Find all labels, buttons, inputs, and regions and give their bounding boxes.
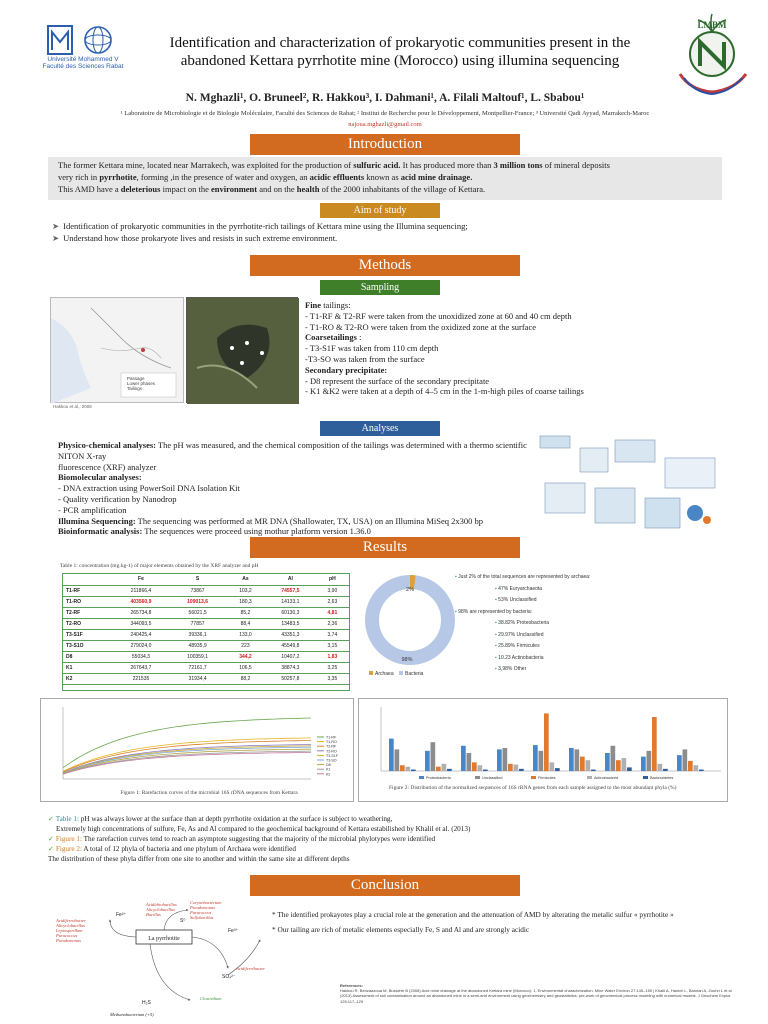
concentration-table-wrapper [62,573,350,691]
sampling-heading: Sampling [320,280,440,295]
table-cell: 211866,4 [113,585,170,596]
bullet-icon: ▪ [455,574,457,580]
check-icon: ✓ [48,845,55,853]
aim-list [52,220,732,244]
legend-swatch [587,776,592,779]
svg-text:Alicyclobacillus: Alicyclobacillus [146,907,175,912]
bacteria-slice [372,582,448,658]
legend-swatch [643,776,648,779]
svg-text:Pseudomonas: Pseudomonas [190,905,215,910]
rarefaction-figure [40,698,354,802]
phyla-bar [431,742,436,771]
arrow-bullet-icon: ➤ [52,233,60,243]
phyla-bar [586,760,591,771]
phyla-bar [539,751,544,771]
lab-logo-text: LMBM [697,20,727,30]
table-cell: 240425,4 [113,629,170,640]
row-label: T3-S1O [63,640,113,651]
phyla-bar [677,755,682,771]
table-cell: 100359,1 [169,651,226,662]
phyla-bar [591,770,596,771]
table-cell: 74557,5 [265,585,316,596]
legend-label: T3-S1F [326,753,338,758]
table-cell: 3,90 [316,585,349,596]
conclusion-point: * Our tailing are rich of metalic elements especially Fe, S and Al and are strongly acidic [272,925,530,934]
table-row [63,607,349,618]
legend-label: K1 [326,767,331,772]
phyla-bar [461,746,466,771]
phyla-bar [483,770,488,771]
row-label: K1 [63,662,113,673]
table-cell: 88,4 [226,618,265,629]
phyla-bar [447,769,452,771]
intro-line-3: This AMD have a deleterious impact on the environment and on the health of the 2000 inhabitants of the village of Kettara. [58,184,486,194]
svg-text:Leptospirillum: Leptospirillum [56,928,83,933]
university-logo [30,22,130,82]
legend-swatch [475,776,480,779]
legend-label: Actinobacteria [594,776,619,780]
donut-bacteria-label: 98% [401,657,413,663]
svg-text:Clostridium: Clostridium [200,996,222,1001]
table-cell: 279024,0 [113,640,170,651]
table-cell: 3,35 [316,673,349,684]
university-name: Université Mohammed V Faculté des Sciences Rabat [42,56,124,70]
phyla-bar [442,764,447,771]
phyla-bar [411,770,416,771]
table-cell: 60130,3 [265,607,316,618]
table-cell: 2,36 [316,618,349,629]
phyla-bar [622,758,627,771]
legend-label: T2-RO [326,749,337,754]
aim-item: ➤ Understand how those prokaryote lives and resists in such extreme environment. [52,233,338,243]
aim-item: ➤ Identification of prokaryotic communities in the pyrrhotite-rich tailings of Kettara mine using the Illumina sequencing; [52,221,468,231]
svg-text:Corynebacterium: Corynebacterium [190,900,222,905]
h2s-label: H₂S [142,1000,151,1006]
phyla-bar [611,746,616,771]
introduction-heading: Introduction [250,134,520,155]
table-cell: 344093,5 [113,618,170,629]
table-row [63,640,349,651]
rarefaction-chart [41,699,355,803]
pyrrhotite-cycle-diagram [50,900,290,1018]
table-cell: 38874,3 [265,662,316,673]
fe2-label: Fe²⁺ [116,912,127,918]
phyla-bar [406,767,411,771]
phyla-bar [389,739,394,771]
table-header-row [63,574,349,585]
legend-label: T1-RF [326,735,337,740]
table-cell: 3,15 [316,640,349,651]
conclusion-point: * The identified prokayotes play a crucial role at the generation and the attenuation of AMD by alterating the metalic sulfur « pyrrhotite » [272,910,674,919]
table-cell: 109013,6 [169,596,226,607]
bullet-icon: ▪ [495,585,497,592]
phyla-bar [683,749,688,771]
donut-archaea-label: 2% [406,587,414,593]
phyla-bar [555,768,560,771]
phyla-bar [658,764,663,771]
table-cell: 55034,3 [113,651,170,662]
phyla-bar [605,753,610,771]
phyla-bar [627,767,632,771]
check-icon: ✓ [48,835,55,843]
phyla-bar [580,757,585,771]
table-cell: 73867 [169,585,226,596]
legend-bacteria: Bacteria [405,671,424,677]
svg-text:Pseudomonas: Pseudomonas [56,938,81,943]
phyla-bar [400,765,405,771]
table-cell: 1,83 [316,651,349,662]
table-header: S [169,574,226,585]
analyses-heading: Analyses [320,421,440,436]
table-cell: 43351,3 [265,629,316,640]
row-label: D8 [63,651,113,662]
table-row [63,629,349,640]
contact-email[interactable]: najoua.mghazli@gmail.com [348,121,422,128]
table-cell: 50257,8 [265,673,316,684]
pyrrhotite-label: La pyrrhotite [148,936,180,942]
results-notes: ✓ Table 1: pH was always lower at the surface than at depth pyrrhotite oxidation at the surface is subject to weathering, Extremely high concentrations of sulfure, Fe, As and Al compared to the geochemical background of Kettara estabilished by Khalil et al. (2013) ✓ Figure 1: The rarefaction curves tend to reach an asymptote suggesting that the majority of the microbial phylotypes were identified ✓ Figure 2: A total of 12 phyla of bacteria and one phylum of Archaea were identified The distribution of these phyla differ from one site to another and within the same site at different depths [48,815,471,863]
table-header: Al [265,574,316,585]
phyla-bar [575,749,580,771]
phyla-bar [616,760,621,771]
table-cell: 267643,7 [113,662,170,673]
bullet-icon: ▪ [495,643,497,649]
table-row [63,673,349,684]
legend-swatch-archaea [369,671,373,675]
legend-swatch [419,776,424,779]
bullet-icon: ▪ [495,666,497,672]
legend-label: D8 [326,763,331,768]
row-label: T3-S1F [63,629,113,640]
rarefaction-curve [63,747,311,773]
figure-1-caption: Figure 1: Rarefaction curves of the microbial 16S rDNA sequences from Kettara [120,790,298,796]
table-row [63,651,349,662]
table-cell: 72161,7 [169,662,226,673]
legend-label: Firmicutes [538,776,556,780]
title-line-1: Identification and characterization of prokaryotic communities present in the [169,35,631,51]
table-cell: 403560,9 [113,596,170,607]
row-label: T1-RO [63,596,113,607]
figure-2-caption: Figure 2: Distribution of the normalized sequences of 16S rRNA genes from each sample assigned to the most abundant phyla (%) [389,785,677,791]
results-heading: Results [250,537,520,558]
phyla-bar [647,751,652,771]
phyla-bar [641,757,646,771]
phyla-bar [395,749,400,771]
fe3-label: Fe³⁺ [228,928,239,934]
legend-label: T1-RO [326,740,337,745]
table-cell: 221535 [113,673,170,684]
intro-line-1: The former Kettara mine, located near Marrakech, was exploited for the production of sulfuric acid. It has produced more than 3 million tons of mineral deposits [58,160,610,170]
svg-text:Methanobacterium (+5): Methanobacterium (+5) [110,1012,154,1017]
table-row [63,585,349,596]
illumina-workflow-illustration [535,428,725,538]
donut-svg [365,575,455,685]
phyla-distribution-figure [358,698,728,802]
table-cell: 133,0 [226,629,265,640]
introduction-text [48,157,722,200]
table-cell: 103,2 [226,585,265,596]
table-cell: 56021,5 [169,607,226,618]
table-cell: 31934,4 [169,673,226,684]
table-cell: 77857 [169,618,226,629]
bullet-icon: ▪ [495,620,497,626]
phyla-bar [514,765,519,771]
phyla-bar [569,748,574,771]
table-cell: 14133,1 [265,596,316,607]
composition-stats: ▪ Just 2% of the total sequences are represented by archaea: ▪ 47% Euryarchaeota ▪ 53% Unclassified ▪ 98% are represented by bacteria: ▪ 38.82% Proteobacteria ▪ 29.97% Unclassified ▪ 25.89% Firmicutes ▪ 10.23 Actinobacteria ▪ 3,98% Other [455,574,591,672]
row-label: T1-RF [63,585,113,596]
so4-label: SO₄²⁻ [222,974,236,980]
table-cell: 88,2 [226,673,265,684]
legend-label: K2 [326,772,331,777]
phyla-bar [688,761,693,771]
table-header: Fe [113,574,170,585]
table-cell: 10407,2 [265,651,316,662]
phyla-bar [694,765,699,771]
phyla-bar [544,713,549,771]
table-cell: 106,5 [226,662,265,673]
phyla-bar [508,764,513,771]
table-cell: 45549,8 [265,640,316,651]
table-cell: 2,63 [316,596,349,607]
legend-label: T2-RF [326,744,337,749]
phyla-bar [503,748,508,771]
affiliations: ¹ Laboratoire de Microbiologie et de Biologie Moléculaire, Faculté des Sciences de Rabat; ² Institut de Recherche pour le Développement, Montpellier-France; ³ Université Qadi Ayyad, Marrakech-Maroc [120,110,650,117]
table-cell: 39336,1 [169,629,226,640]
table-cell: 265734,8 [113,607,170,618]
table-cell: 180,3 [226,596,265,607]
legend-swatch-bacteria [399,671,403,675]
check-icon: ✓ [48,815,55,823]
phyla-bar [467,753,472,771]
svg-text:Acidithiobacillus: Acidithiobacillus [146,902,177,907]
map-caption: Hakkou et al., 2008 [53,404,92,409]
table-row [63,662,349,673]
bullet-icon: ▪ [495,631,497,638]
table-caption: Table 1: concentration (mg.kg-1) of major elements obtained by the XRF analyzer and pH [60,563,259,569]
lab-logo [670,12,755,97]
table-cell: 3,25 [316,662,349,673]
location-map [50,297,184,409]
table-cell: 13483,5 [265,618,316,629]
row-label: K2 [63,673,113,684]
conclusion-points [272,910,732,935]
bullet-icon: ▪ [495,654,497,661]
table-cell: 3,74 [316,629,349,640]
authors: N. Mghazli¹, O. Bruneel², R. Hakkou³, I. Dahmani¹, A. Filali Maltouf¹, L. Sbabou¹ [185,92,585,104]
phyla-bar [652,717,657,771]
references: References: Hakkou R, Benzaazoua M, Bussière B (2008) Acid mine drainage at the abandoned Kettara mine (Morocco): 1. Environmental characterization. Mine Water Environ 27:145–159 | Khalil A, Hanich L, Bannari A, Zouhri L et al (2013) Assessment of soil contamination around an abandoned mine in a semi-arid environment using geochemistry and geostatistics: pre-work of geochemical process modeling with numerical models. J Geochem Explor 125:117–129 [340,983,732,1004]
methods-heading: Methods [250,255,520,276]
legend-label: Bacteroidetes [650,776,674,780]
phyla-bar [436,767,441,771]
table-cell: 85,2 [226,607,265,618]
phyla-bar [663,769,668,771]
table-header [63,574,113,585]
phyla-bar [533,745,538,771]
bullet-icon: ▪ [495,597,497,603]
svg-text:Acidiferribacter: Acidiferribacter [236,966,265,971]
sampling-description: Fine tailings: - T1-RF & T2-RF were taken from the unoxidized zone at 60 and 40 cm depth - T1-RO & T2-RO were taken from the oxidized zone at the surface Coarsetailings : - T3-S1F was taken from 110 cm depth -T3-SO was taken from the surface Secondary precipitate: - D8 represent the surface of the secondary precipitate - K1 &K2 were taken at a depth of 4–5 cm in the 1-m-high piles of coarse tailings [305,300,584,397]
s0-label: S⁰ [180,918,186,924]
legend-label: Proteobacteria [426,776,451,780]
row-label: T2-RO [63,618,113,629]
table-row [63,618,349,629]
phyla-bar [519,769,524,771]
legend-swatch [531,776,536,779]
table-cell: 4,81 [316,607,349,618]
concentration-table [63,574,349,685]
row-label: T2-RF [63,607,113,618]
svg-text:Paracoccus: Paracoccus [190,910,212,915]
phyla-bar [497,749,502,771]
phyla-bar [425,751,430,771]
table-cell: 48935,9 [169,640,226,651]
aim-heading: Aim of study [320,203,440,218]
analyses-description: Physico-chemical analyses: The pH was measured, and the chemical composition of the tailings was determined with a thermo scientific NITON X-ray fluorescence (XRF) analyzer Biomolecular analyses: - DNA extraction using PowerSoil DNA Isolation Kit - Quality verification by Nanodrop - PCR amplification Illumina Sequencing: The sequencing was performed at MR DNA (Shallowater, TX, USA) on an Illumina MiSeq 2x300 bp Bioinformatic analysis: The sequences were proceed using mothur platform version 1.36.0 [58,440,527,537]
legend-label: Unclassified [482,776,503,780]
svg-text:Sulfobacillus: Sulfobacillus [190,915,214,920]
legend-label: T3-SO [326,758,337,763]
table-cell: 344,2 [226,651,265,662]
phyla-bar [478,765,483,771]
arrow-bullet-icon: ➤ [52,221,60,231]
table-header: pH [316,574,349,585]
title-line-2: abandoned Kettara pyrrhotite mine (Morocco) using illumina sequencing [180,53,620,69]
svg-text:Paracoccus: Paracoccus [56,933,78,938]
intro-line-2: very rich in pyrrhotite, forming ,in the presence of water and oxygen, an acidic effluents known as acid mine drainage. [58,172,473,182]
satellite-image [186,297,298,403]
conclusion-heading: Conclusion [250,875,520,896]
svg-text:Alicyclobacillus: Alicyclobacillus [56,923,85,928]
poster-title [140,34,660,70]
archaea-bacteria-donut [365,575,455,685]
map-legend: Passage Lower phases Tailings [127,376,156,391]
phyla-bar [699,770,704,771]
table-row [63,596,349,607]
phyla-bar [472,762,477,771]
table-header: As [226,574,265,585]
legend-archaea: Archaea [375,671,394,677]
phyla-bar [550,762,555,771]
bullet-icon: ▪ [455,608,457,615]
svg-text:Bacillus: Bacillus [146,912,161,917]
svg-text:Acidiferrobacter: Acidiferrobacter [56,918,86,923]
table-cell: 223 [226,640,265,651]
